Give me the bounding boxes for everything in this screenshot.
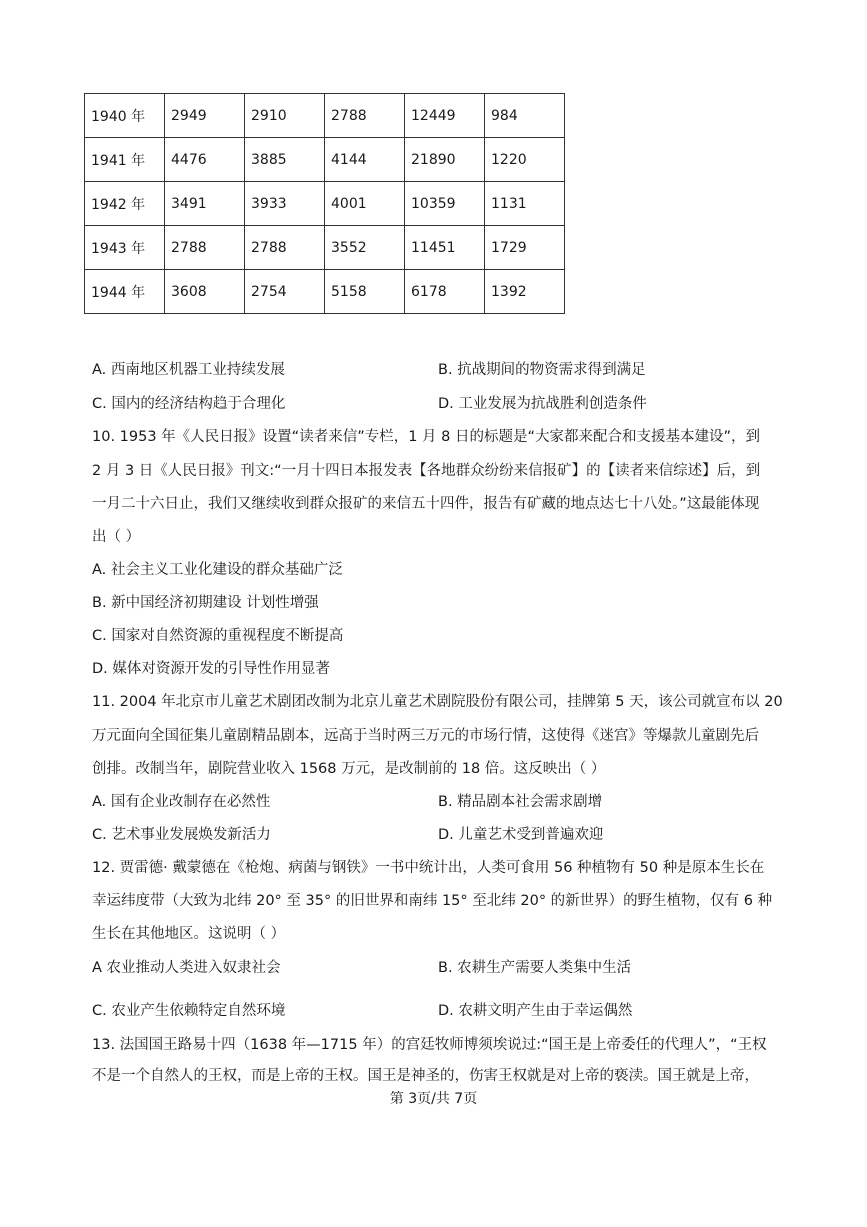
table-cell: 2788	[245, 226, 325, 270]
q10-line-1: 10. 1953 年《人民日报》设置“读者来信”专栏，1 月 8 日的标题是“大家都来配合和支援基本建设”，到	[92, 429, 761, 445]
q10-line-4: 出（ ）	[92, 529, 141, 545]
table-cell: 10359	[405, 182, 485, 226]
table-cell: 1729	[485, 226, 565, 270]
q13-line-2: 不是一个自然人的王权，而是上帝的王权。国王是神圣的，伤害王权就是对上帝的亵渎。国王就是上帝，	[92, 1068, 759, 1084]
q12-line-1: 12. 贾雷德· 戴蒙德在《枪炮、病菌与钢铁》一书中统计出，人类可食用 56 种植物有 50 种是原本生长在	[92, 860, 765, 876]
table-cell: 1941 年	[85, 138, 165, 182]
table-cell: 4001	[325, 182, 405, 226]
table-cell: 2754	[245, 270, 325, 314]
q9-option-a: A. 西南地区机器工业持续发展	[92, 362, 285, 378]
q12-option-d: D. 农耕文明产生由于幸运偶然	[438, 1003, 633, 1019]
q9-option-d: D. 工业发展为抗战胜利创造条件	[438, 396, 647, 412]
table-cell: 1131	[485, 182, 565, 226]
table-cell: 1220	[485, 138, 565, 182]
table-cell: 1392	[485, 270, 565, 314]
table-cell: 4476	[165, 138, 245, 182]
q11-line-3: 创排。改制当年，剧院营业收入 1568 万元，是改制前的 18 倍。这反映出（ ）	[92, 761, 606, 777]
table-cell: 3491	[165, 182, 245, 226]
table-cell: 4144	[325, 138, 405, 182]
table-row	[85, 138, 565, 182]
q11-line-2: 万元面向全国征集儿童剧精品剧本，远高于当时两三万元的市场行情，这使得《迷宫》等爆款儿童剧先后	[92, 728, 759, 744]
table-row	[85, 270, 565, 314]
table-cell: 1944 年	[85, 270, 165, 314]
page-number: 第 3页/共 7页	[389, 1091, 478, 1107]
table-cell: 2910	[245, 94, 325, 138]
table-row	[85, 94, 565, 138]
q9-option-b: B. 抗战期间的物资需求得到满足	[438, 362, 646, 378]
q11-option-b: B. 精品剧本社会需求剧增	[438, 794, 603, 810]
q9-option-c: C. 国内的经济结构趋于合理化	[92, 396, 286, 412]
table-cell: 984	[485, 94, 565, 138]
table-cell: 1943 年	[85, 226, 165, 270]
q12-option-a: A 农业推动人类进入奴隶社会	[92, 960, 281, 976]
q10-option-d: D. 媒体对资源开发的引导性作用显著	[92, 661, 330, 677]
q10-option-a: A. 社会主义工业化建设的群众基础广泛	[92, 562, 343, 578]
table-row	[85, 226, 565, 270]
table-cell: 6178	[405, 270, 485, 314]
table-cell: 5158	[325, 270, 405, 314]
q13-line-1: 13. 法国国王路易十四（1638 年—1715 年）的宫廷牧师博须埃说过:“国王是上帝委任的代理人”，“王权	[92, 1037, 767, 1053]
q10-line-3: 一月二十六日止，我们又继续收到群众报矿的来信五十四件，报告有矿藏的地点达七十八处。”这最能体现	[92, 496, 760, 512]
table-cell: 2788	[325, 94, 405, 138]
q10-option-b: B. 新中国经济初期建设 计划性增强	[92, 595, 319, 611]
table-row	[85, 182, 565, 226]
q11-option-a: A. 国有企业改制存在必然性	[92, 794, 271, 810]
table-cell: 2788	[165, 226, 245, 270]
q12-line-2: 幸运纬度带（大致为北纬 20° 至 35° 的旧世界和南纬 15° 至北纬 20° 的新世界）的野生植物，仅有 6 种	[92, 893, 773, 909]
table-cell: 11451	[405, 226, 485, 270]
table-cell: 21890	[405, 138, 485, 182]
q11-line-1: 11. 2004 年北京市儿童艺术剧团改制为北京儿童艺术剧院股份有限公司，挂牌第 5 天，该公司就宣布以 20	[92, 694, 783, 710]
table-cell: 1942 年	[85, 182, 165, 226]
table-cell: 1940 年	[85, 94, 165, 138]
q10-line-2: 2 月 3 日《人民日报》刊文:“一月十四日本报发表【各地群众纷纷来信报矿】的【读者来信综述】后，到	[92, 463, 761, 479]
table-cell: 3552	[325, 226, 405, 270]
q12-option-b: B. 农耕生产需要人类集中生活	[438, 960, 632, 976]
q12-option-c: C. 农业产生依赖特定自然环境	[92, 1003, 286, 1019]
table-cell: 2949	[165, 94, 245, 138]
table-cell: 3885	[245, 138, 325, 182]
table-cell: 3933	[245, 182, 325, 226]
table-cell: 12449	[405, 94, 485, 138]
q11-option-d: D. 儿童艺术受到普遍欢迎	[438, 827, 604, 843]
table-cell: 3608	[165, 270, 245, 314]
q10-option-c: C. 国家对自然资源的重视程度不断提高	[92, 628, 344, 644]
q12-line-3: 生长在其他地区。这说明（ ）	[92, 926, 286, 942]
q11-option-c: C. 艺术事业发展焕发新活力	[92, 827, 271, 843]
data-table	[84, 93, 565, 314]
